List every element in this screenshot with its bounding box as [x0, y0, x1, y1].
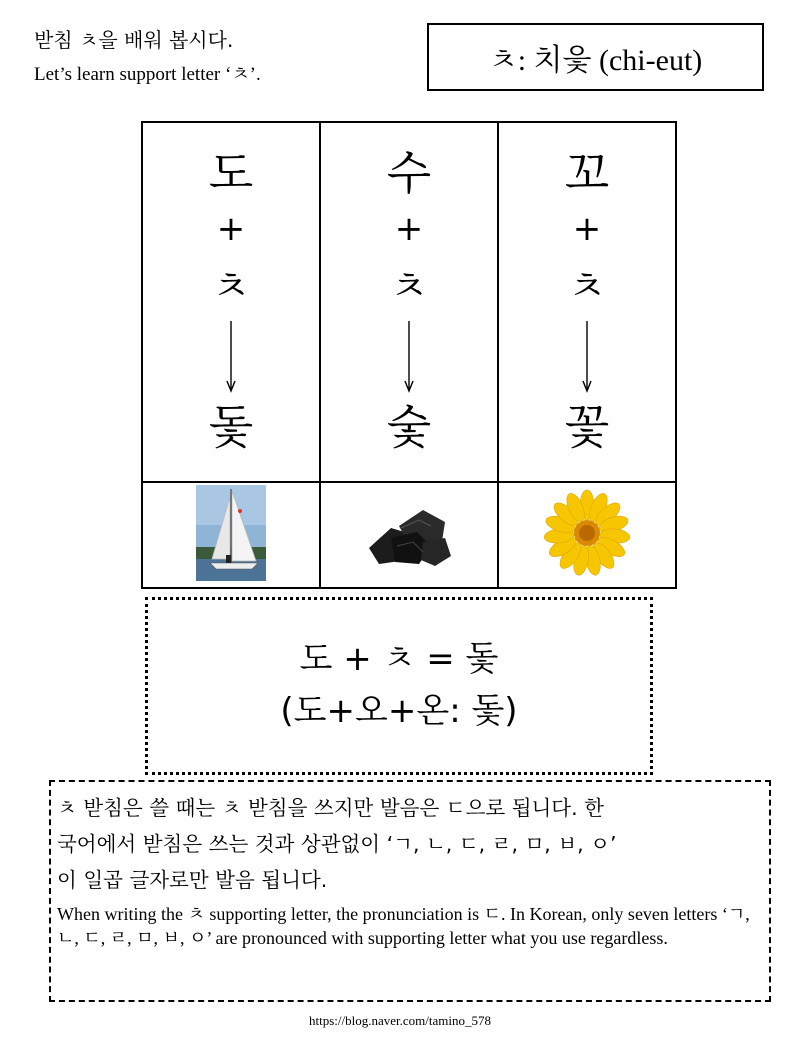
- result-syllable: 숯: [386, 400, 432, 454]
- yellow-flower-image: [539, 490, 635, 576]
- column-2: [320, 122, 498, 482]
- title-box: [427, 23, 764, 91]
- batchim-letter: ㅊ: [567, 264, 607, 310]
- image-cell-1: [142, 482, 320, 588]
- batchim-letter: ㅊ: [389, 264, 429, 310]
- batchim-letter: ㅊ: [211, 264, 251, 310]
- result-syllable: 꽃: [564, 400, 610, 454]
- intro-korean: 받침 ㅊ을 배워 봅시다.: [34, 28, 234, 52]
- plus-sign: +: [572, 209, 602, 249]
- intro-english: Let’s learn support letter ‘ㅊ’.: [34, 64, 261, 85]
- base-syllable: 꼬: [564, 146, 610, 200]
- footer-url: https://blog.naver.com/tamino_578: [309, 1013, 491, 1028]
- note-box: [49, 780, 771, 1002]
- formula-box: [145, 597, 653, 775]
- result-syllable: 돛: [208, 400, 254, 454]
- down-arrow-icon: [221, 321, 241, 393]
- charcoal-image: [361, 498, 457, 568]
- formula-line-2: (도+오+온: 돛): [280, 691, 518, 731]
- base-syllable: 수: [386, 146, 432, 200]
- syllable-grid: [141, 121, 677, 589]
- sailboat-image: [196, 485, 266, 581]
- column-3: [498, 122, 676, 482]
- column-1: [142, 122, 320, 482]
- base-syllable: 도: [208, 146, 254, 200]
- down-arrow-icon: [399, 321, 419, 393]
- title-text: ㅊ: 치읓 (chi-eut): [488, 44, 703, 77]
- plus-sign: +: [216, 209, 246, 249]
- image-cell-3: [498, 482, 676, 588]
- image-cell-2: [320, 482, 498, 588]
- note-korean: ㅊ 받침은 쓸 때는 ㅊ 받침을 쓰지만 발음은 ㄷ으로 됩니다. 한 국어에서 받침은 쓰는 것과 상관없이 ‘ㄱ, ㄴ, ㄷ, ㄹ, ㅁ, ㅂ, ㅇ’ 이 일곱 글자로만 발음 됩니다.: [57, 796, 617, 892]
- down-arrow-icon: [577, 321, 597, 393]
- plus-sign: +: [394, 209, 424, 249]
- formula-line-1: 도 + ㅊ = 돛: [299, 639, 499, 679]
- intro: [34, 26, 261, 90]
- note-english: When writing the ㅊ supporting letter, the pronunciation is ㄷ. In Korean, only seven letters ‘ㄱ, ㄴ, ㄷ, ㄹ, ㅁ, ㅂ, ㅇ’ are pronounced with supporting letter what you use regardless.: [57, 904, 750, 948]
